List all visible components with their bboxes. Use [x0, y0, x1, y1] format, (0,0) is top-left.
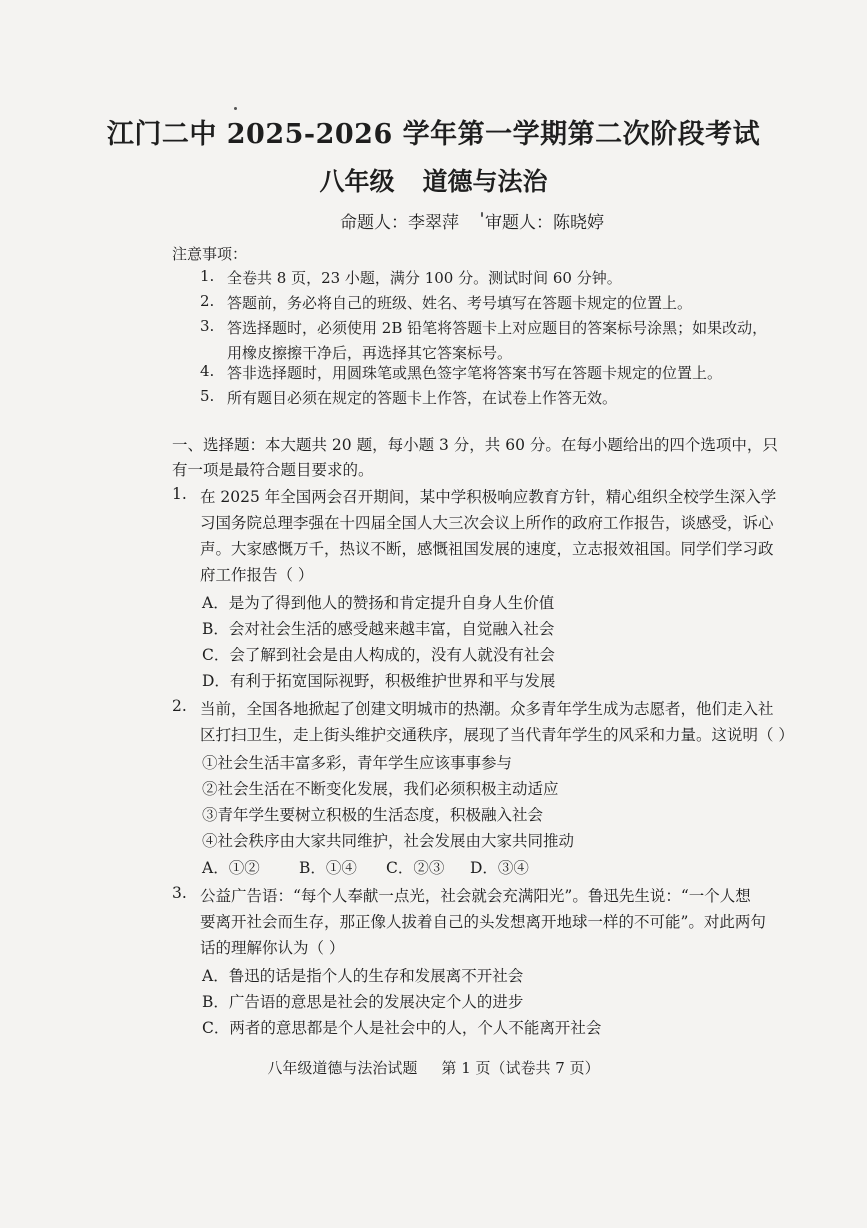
- option-b[interactable]: B．①④: [299, 859, 357, 877]
- statement-item: ②社会生活在不断变化发展，我们必须积极主动适应: [202, 780, 559, 798]
- option-d[interactable]: D．③④: [470, 859, 529, 877]
- footer-subject: 八年级道德与法治试题: [267, 1059, 418, 1077]
- notice-item-text: 答非选择题时，用圆珠笔或黑色签字笔将答案书写在答题卡规定的位置上。: [227, 364, 723, 382]
- notice-item-number: 1.: [200, 267, 215, 285]
- option-c[interactable]: C．两者的意思都是个人是社会中的人，个人不能离开社会: [202, 1019, 602, 1037]
- exam-title: 江门二中 2025-2026 学年第一学期第二次阶段考试: [106, 119, 761, 150]
- notice-item-text-continued: 用橡皮擦擦干净后，再选择其它答案标号。: [227, 344, 513, 362]
- option-a[interactable]: A．①②: [202, 859, 260, 877]
- statement-item: ④社会秩序由大家共同维护，社会发展由大家共同推动: [202, 832, 575, 850]
- question-number: 1.: [172, 485, 187, 503]
- footer-page-number: 第 1 页（试卷共 7 页）: [441, 1059, 600, 1077]
- question-text-line: 府工作报告（ ）: [200, 566, 314, 584]
- notice-item-number: 3.: [200, 317, 215, 335]
- notice-item-text: 全卷共 8 页，23 小题，满分 100 分。测试时间 60 分钟。: [227, 269, 622, 287]
- section-heading-line2: 有一项是最符合题目要求的。: [172, 461, 374, 479]
- notice-item-number: 4.: [200, 362, 215, 380]
- subject-label: 道德与法治: [422, 167, 548, 196]
- question-number: 3.: [172, 884, 187, 902]
- question-text-line: 公益广告语：“每个人奉献一点光，社会就会充满阳光”。鲁迅先生说：“一个人想: [200, 887, 751, 905]
- option-c[interactable]: C．会了解到社会是由人构成的，没有人就没有社会: [202, 646, 555, 664]
- option-d[interactable]: D．有利于拓宽国际视野，积极维护世界和平与发展: [202, 672, 556, 690]
- notice-item-number: 2.: [200, 292, 215, 310]
- notice-title: 注意事项：: [172, 245, 248, 263]
- option-b[interactable]: B．会对社会生活的感受越来越丰富，自觉融入社会: [202, 620, 555, 638]
- option-b[interactable]: B．广告语的意思是社会的发展决定个人的进步: [202, 993, 524, 1011]
- option-c[interactable]: C．②③: [386, 859, 445, 877]
- authors-line: [340, 208, 604, 233]
- notice-item-text: 所有题目必须在规定的答题卡上作答，在试卷上作答无效。: [227, 389, 618, 407]
- question-text-line: 话的理解你认为（ ）: [200, 939, 345, 957]
- reviewer-label: 审题人：陈晓婷: [485, 213, 604, 233]
- question-text-line: 声。大家感慨万千，热议不断，感慨祖国发展的速度，立志报效祖国。同学们学习政: [200, 540, 774, 558]
- question-text-line: 区打扫卫生，走上街头维护交通秩序，展现了当代青年学生的风采和力量。这说明（ ）: [200, 726, 794, 744]
- option-a[interactable]: A．鲁迅的话是指个人的生存和发展离不开社会: [202, 967, 524, 985]
- question-text-line: 在 2025 年全国两会召开期间，某中学积极响应教育方针，精心组织全校学生深入学: [200, 488, 777, 506]
- option-a[interactable]: A．是为了得到他人的赞扬和肯定提升自身人生价值: [202, 594, 555, 612]
- question-text-line: 要离开社会而生存，那正像人拔着自己的头发想离开地球一样的不可能”。对此两句: [200, 913, 766, 931]
- grade-subject-heading: [0, 162, 867, 198]
- scan-speck: [234, 107, 237, 110]
- page-footer: [0, 1057, 867, 1078]
- question-text-line: 习国务院总理李强在十四届全国人大三次会议上所作的政府工作报告，谈感受，诉心: [200, 514, 774, 532]
- setter-label: 命题人：李翠萍: [340, 213, 459, 233]
- section-heading-line1: 一、选择题：本大题共 20 题，每小题 3 分，共 60 分。在每小题给出的四个选项中，只: [172, 436, 778, 454]
- notice-item-text: 答选择题时，必须使用 2B 铅笔将答题卡上对应题目的答案标号涂黑；如果改动，: [227, 319, 768, 337]
- question-text-line: 当前，全国各地掀起了创建文明城市的热潮。众多青年学生成为志愿者，他们走入社: [200, 700, 774, 718]
- question-number: 2.: [172, 697, 187, 715]
- grade-label: 八年级: [319, 167, 395, 196]
- notice-item-text: 答题前，务必将自己的班级、姓名、考号填写在答题卡规定的位置上。: [227, 294, 693, 312]
- statement-item: ③青年学生要树立积极的生活态度，积极融入社会: [202, 806, 544, 824]
- statement-item: ①社会生活丰富多彩，青年学生应该事事参与: [202, 754, 513, 772]
- notice-item-number: 5.: [200, 387, 215, 405]
